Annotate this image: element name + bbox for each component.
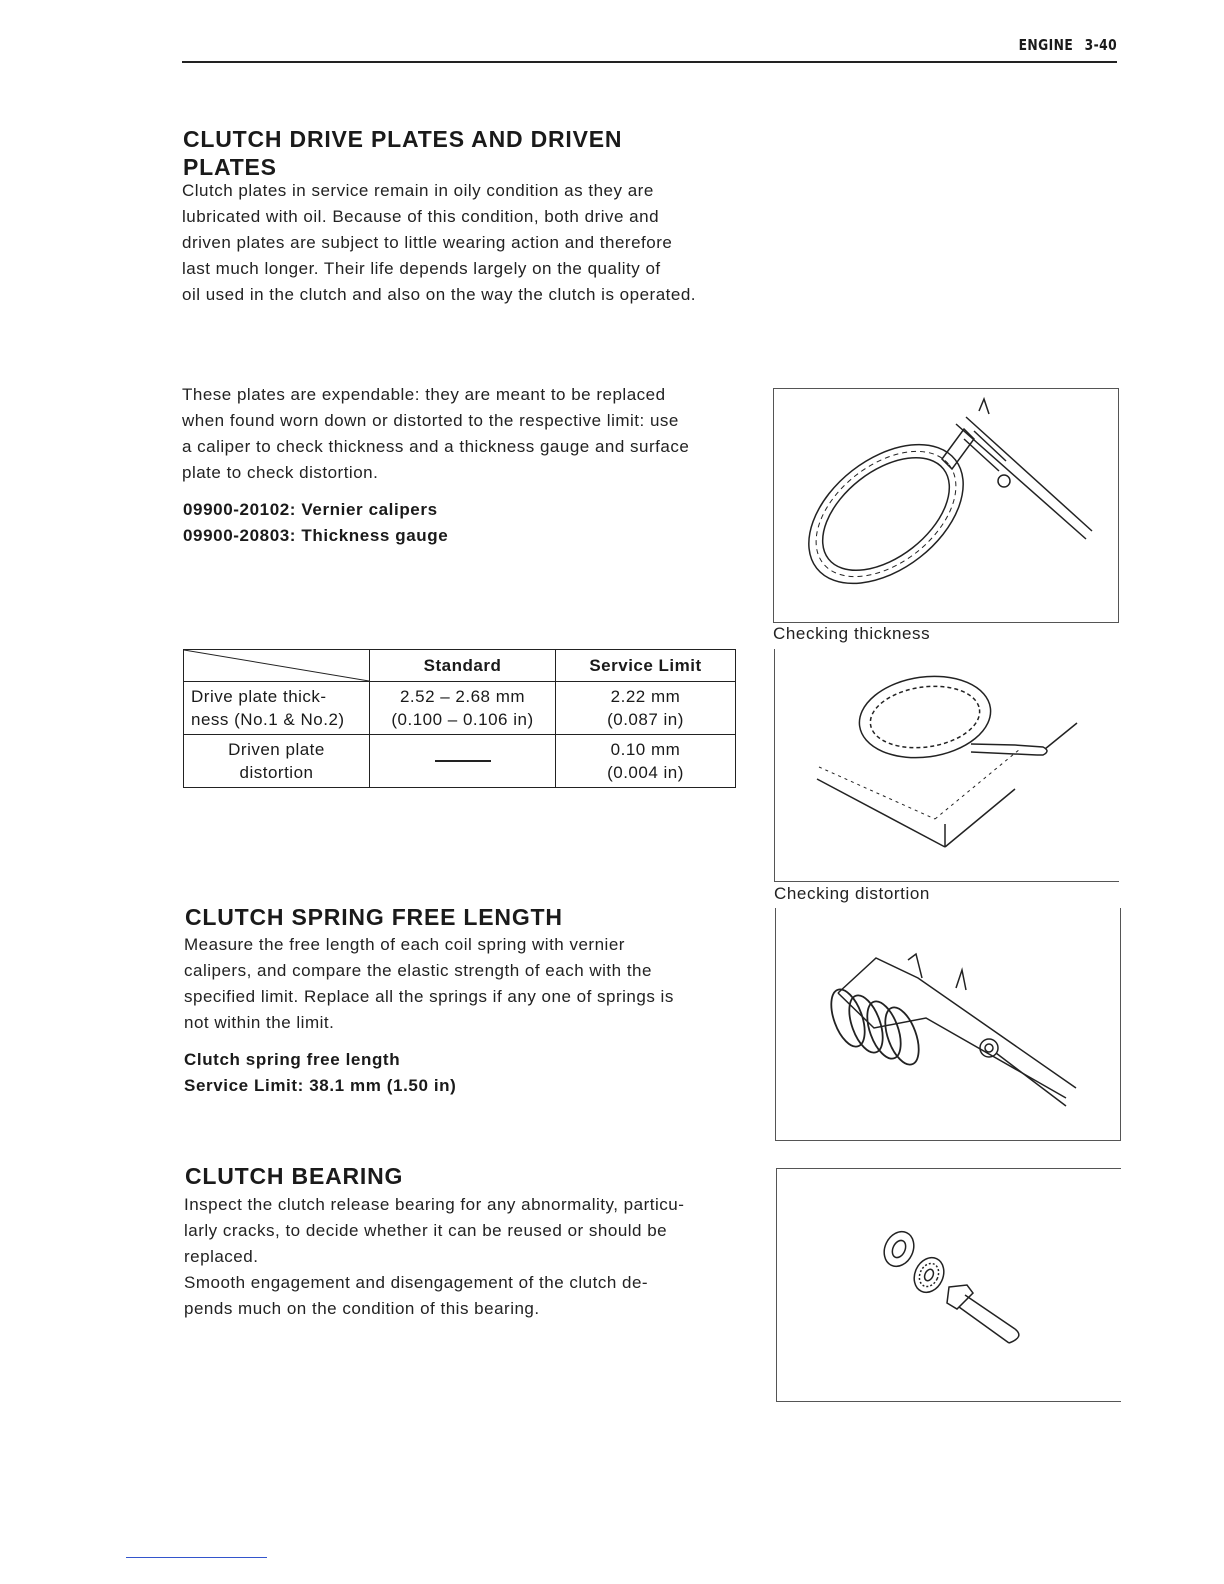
text-line: calipers, and compare the elastic strength of each with the xyxy=(184,961,652,980)
figure-spring-measurement xyxy=(775,908,1121,1141)
dash-line xyxy=(435,760,491,762)
diagonal-line xyxy=(184,650,369,681)
text-line: oil used in the clutch and also on the way the clutch is operated. xyxy=(182,285,697,304)
plates-expendable-paragraph xyxy=(182,382,735,486)
spring-paragraph xyxy=(184,932,737,1036)
table-corner-cell xyxy=(184,650,370,682)
text-line: specified limit. Replace all the springs if any one of springs is xyxy=(184,987,674,1006)
spec-table xyxy=(183,649,736,788)
figure-checking-distortion xyxy=(774,649,1119,882)
section-title-spring: CLUTCH SPRING FREE LENGTH xyxy=(185,904,563,930)
caption-checking-thickness: Checking thickness xyxy=(773,624,931,643)
page-number: 3-40 xyxy=(1084,36,1117,54)
tool-thickness-gauge: 09900-20803: Thickness gauge xyxy=(183,526,449,545)
cell-line: distortion xyxy=(239,763,314,782)
tool-vernier-calipers: 09900-20102: Vernier calipers xyxy=(183,500,438,519)
cell-line: (0.004 in) xyxy=(607,763,684,782)
text-line: last much longer. Their life depends largely on the quality of xyxy=(182,259,661,278)
caption-checking-distortion: Checking distortion xyxy=(774,884,930,903)
row-limit xyxy=(556,682,736,735)
row-standard xyxy=(370,682,556,735)
bearing-illustration xyxy=(777,1169,1121,1401)
cell-line: 2.22 mm xyxy=(610,687,681,706)
footer-link-line xyxy=(126,1557,267,1558)
cell-line: ness (No.1 & No.2) xyxy=(191,710,345,729)
thickness-gauge-illustration xyxy=(775,649,1119,881)
table-row xyxy=(184,682,736,735)
cell-line: (0.100 – 0.106 in) xyxy=(391,710,534,729)
row-limit xyxy=(556,735,736,788)
header-service-limit: Service Limit xyxy=(556,650,736,682)
row-item xyxy=(184,682,370,735)
figure-clutch-bearing xyxy=(776,1168,1121,1402)
spring-spec-title: Clutch spring free length xyxy=(184,1050,401,1069)
bearing-paragraph xyxy=(184,1192,738,1322)
text-line: Inspect the clutch release bearing for any abnormality, particu- xyxy=(184,1195,685,1214)
header-section: ENGINE xyxy=(1018,36,1074,54)
table-header-row xyxy=(184,650,736,682)
row-standard xyxy=(370,735,556,788)
row-item xyxy=(184,735,370,788)
cell-line: (0.087 in) xyxy=(607,710,684,729)
text-line: a caliper to check thickness and a thickness gauge and surface xyxy=(182,437,690,456)
text-line: pends much on the condition of this bearing. xyxy=(184,1299,540,1318)
text-line: replaced. xyxy=(184,1247,259,1266)
spring-spec-value: Service Limit: 38.1 mm (1.50 in) xyxy=(184,1076,457,1095)
text-line: Smooth engagement and disengagement of the clutch de- xyxy=(184,1273,649,1292)
title-line: CLUTCH DRIVE PLATES AND DRIVEN xyxy=(183,126,623,152)
text-line: when found worn down or distorted to the respective limit: use xyxy=(182,411,679,430)
text-line: Clutch plates in service remain in oily condition as they are xyxy=(182,181,654,200)
cell-line: Drive plate thick- xyxy=(191,687,327,706)
text-line: not within the limit. xyxy=(184,1013,335,1032)
text-line: plate to check distortion. xyxy=(182,463,379,482)
text-line: These plates are expendable: they are meant to be replaced xyxy=(182,385,666,404)
cell-line: Driven plate xyxy=(228,740,325,759)
running-header xyxy=(1019,36,1117,54)
section-title-bearing: CLUTCH BEARING xyxy=(185,1163,404,1189)
section-title-plates xyxy=(183,125,622,181)
caliper-plate-illustration xyxy=(774,389,1118,622)
title-line: PLATES xyxy=(183,154,277,180)
plates-intro-paragraph xyxy=(182,178,735,308)
spring-caliper-illustration xyxy=(776,908,1120,1140)
text-line: Measure the free length of each coil spring with vernier xyxy=(184,935,625,954)
text-line: larly cracks, to decide whether it can be reused or should be xyxy=(184,1221,668,1240)
cell-line: 0.10 mm xyxy=(610,740,681,759)
text-line: driven plates are subject to little wearing action and therefore xyxy=(182,233,673,252)
table-row xyxy=(184,735,736,788)
cell-line: 2.52 – 2.68 mm xyxy=(399,687,526,706)
text-line: lubricated with oil. Because of this condition, both drive and xyxy=(182,207,660,226)
figure-checking-thickness xyxy=(773,388,1119,623)
header-standard: Standard xyxy=(370,650,556,682)
header-rule xyxy=(182,61,1117,63)
